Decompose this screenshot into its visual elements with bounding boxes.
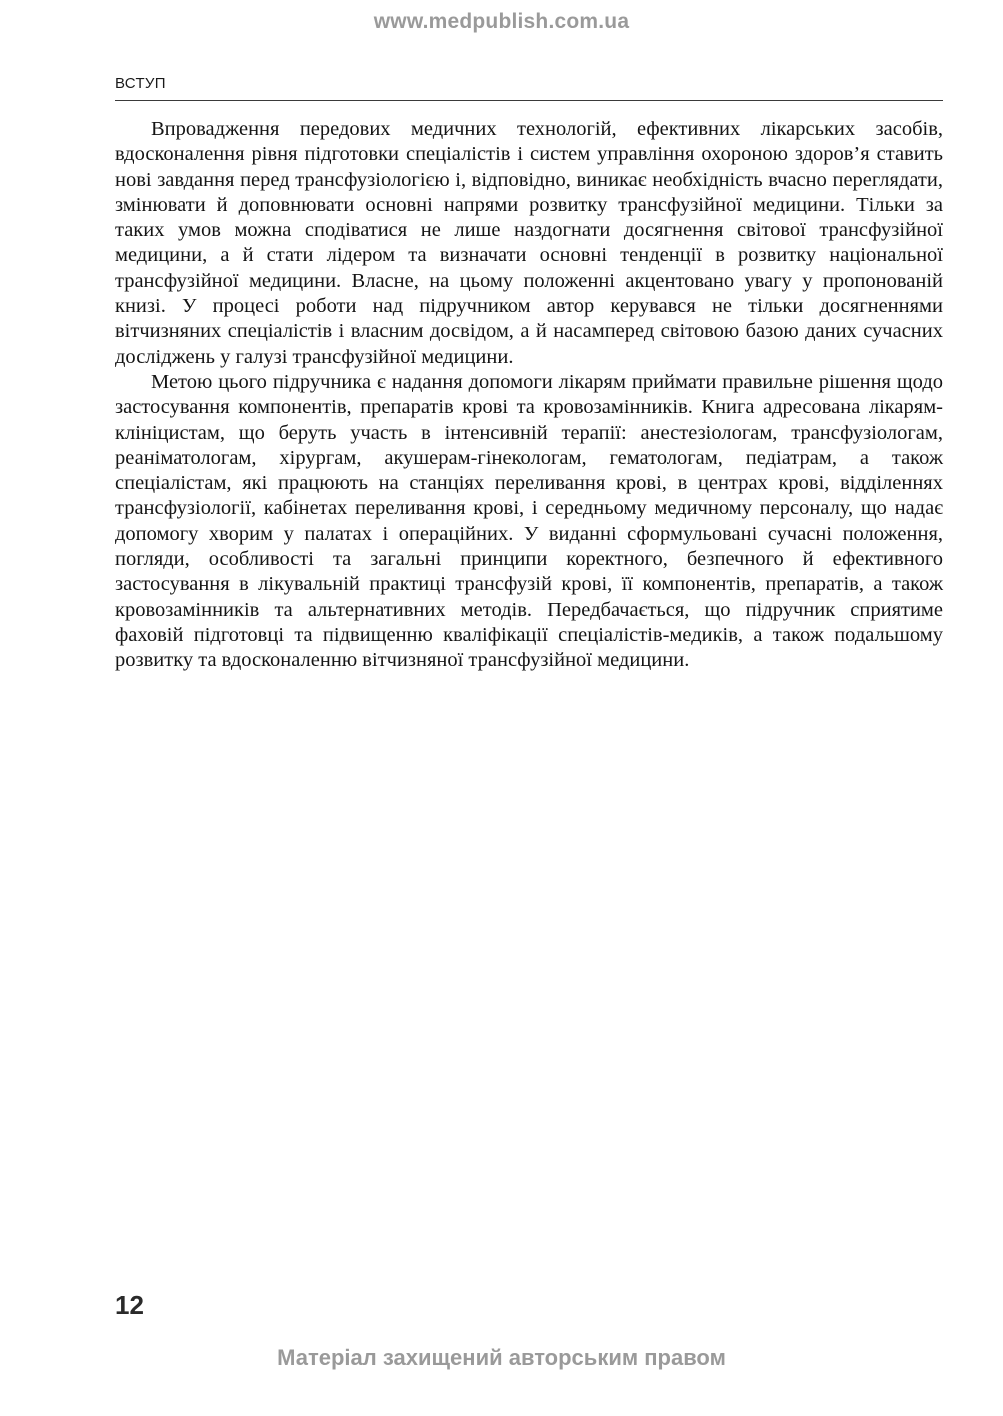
paragraph-purpose: Метою цього підручника є надання допомоги лікарям приймати правильне рішення щодо застосування компонентів, препаратів крові та кровозамінників. Книга адресована лікарям-клініцистам, що беруть участь в інтенсивній терапії: анестезіологам, трансфузіологам, реаніматологам, хірургам, акушерам-гінекологам, гематологам, педіатрам, а також спеціалістам, які працюють на станціях переливання крові, в центрах крові, відділеннях трансфузіології, кабінетах переливання крові, і середньому медичному персоналу, що надає допомогу хворим у палатах і операційних. У виданні сформульовані сучасні положення, погляди, особливості та загальні принципи коректного, безпечного й ефективного застосування в лікувальній практиці трансфузій крові, її компонентів, препаратів, а також кровозамінників та альтернативних методів. Передбачається, що підручник сприятиме фаховій підготовці та підвищенню кваліфікації спеціалістів-медиків, а також подальшому розвитку та вдосконаленню вітчизняної трансфузійної медицини. bbox=[115, 370, 943, 672]
copyright-watermark: Матеріал захищений авторським правом bbox=[277, 1345, 726, 1370]
paragraph-introduction: Впровадження передових медичних технологій, ефективних лікарських засобів, вдосконалення рівня підготовки спеціалістів і систем управління охороною здоров’я ставить нові завдання перед трансфузіологією і, відповідно, виникає необхідність вчасно переглядати, змінювати й доповнювати основні напрями розвитку трансфузійної медицини. Тільки за таких умов можна сподіватися не лише наздогнати досягнення світової трансфузійної медицини, а й стати лідером та визначати основні тенденції в розвитку національної трансфузійної медицини. Власне, на цьому положенні акцентовано увагу у пропонованій книзі. У процесі роботи над підручником автор керувався не тільки досягненнями вітчизняних спеціалістів і власним досвідом, а й насамперед світовою базою даних сучасних досліджень у галузі трансфузійної медицини. bbox=[115, 118, 943, 368]
watermark-url: www.medpublish.com.ua bbox=[373, 10, 630, 33]
running-header bbox=[115, 74, 943, 101]
body-text bbox=[115, 117, 943, 674]
section-title: ВСТУП bbox=[115, 75, 166, 92]
page-number: 12 bbox=[115, 1290, 144, 1320]
